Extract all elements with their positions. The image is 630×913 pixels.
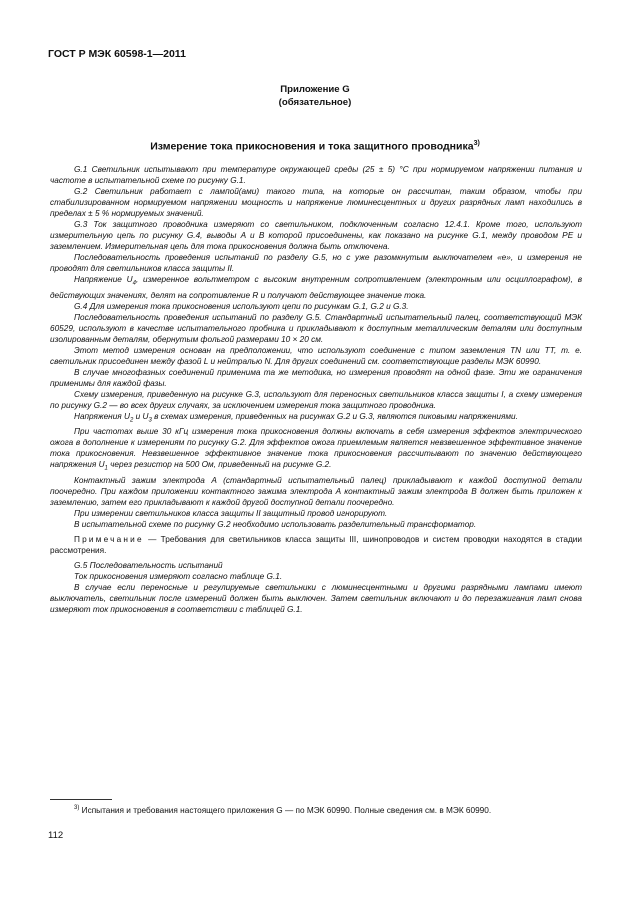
paragraph: Контактный зажим электрода A (стандартный испытательный палец) прикладывают к каждой доступной детали поочередно. При каждом приложении контактного зажима электрода A контактный зажим электрода B должен быть приложен к заземлению, затем его прикладывают к каждой другой доступной детали поочередно. (50, 475, 582, 507)
annex-status: (обязательное) (278, 97, 352, 108)
paragraph-g1: G.1 Светильник испытывают при температуре окружающей среды (25 ± 5) °С при нормируемом напряжении питания и частоте в испытательной схеме по рисунку G.1. (50, 165, 582, 185)
page-number: 112 (48, 830, 64, 841)
note-text: — Требования для светильников класса защиты III, шинопроводов и систем проводки находятся в стадии рассмотрения. (50, 534, 582, 555)
footnote-divider (50, 799, 112, 800)
paragraph-g3: G.3 Ток защитного проводника измеряют со светильником, подключенным согласно 12.4.1. Кроме того, используют измерительную цепь по рисунку G.4, выводы A и B которой присоединены, как показано на рисунке G.1, между проводом PE и заземлением. Измерительная цепь для тока прикосновения должна быть отключена. (50, 220, 582, 251)
paragraph: Ток прикосновения измеряют согласно таблице G.1. (74, 571, 283, 581)
paragraph: При измерении светильников класса защиты II защитный провод игнорируют. (74, 508, 388, 518)
document-body (50, 164, 582, 615)
paragraph: Напряжения $U_2$ и $U_3$ в схемах измерения, приведенных на рисунках G.2 и G.3, являются пиковыми напряжениями. (74, 411, 518, 424)
section-title-text: Измерение тока прикосновения и тока защитного проводника (150, 140, 474, 153)
paragraph: Последовательность проведения испытаний по разделу G.5, но с уже разомкнутым выключателем «e», и измерения не проводят для светильников класса защиты II. (50, 253, 582, 273)
title-footnote-mark: 3) (473, 140, 480, 147)
note (50, 534, 582, 556)
paragraph-g5: G.5 Последовательность испытаний (74, 560, 223, 570)
footnote-text: Испытания и требования настоящего приложения G — по МЭК 60990. Полные сведения см. в МЭК 60990. (81, 805, 492, 815)
paragraph-g2: G.2 Светильник работает с лампой(ами) такого типа, на которые он рассчитан, таким образом, чтобы при стабилизированном нормируемом напряжении мощность и напряжение люминесцентных и других разрядных ламп находились в пределах ± 5 % нормируемых значений. (50, 187, 582, 218)
paragraph: В испытательной схеме по рисунку G.2 необходимо использовать разделительный трансформатор. (74, 519, 477, 529)
annex-name: Приложение G (280, 84, 350, 95)
note-label: Примечание (74, 534, 144, 544)
footnote-mark: 3) (74, 805, 80, 811)
paragraph: В случае многофазных соединений применима та же методика, но измерения проводят на одной фазе. Эти же ограничения применимы для каждой фазы. (50, 367, 582, 388)
paragraph: При частотах выше 30 кГц измерения тока прикосновения должны включать в себя измерения эффектов электрического ожога в дополнение к измерениям по рисунку G.2. Для эффектов ожога приемлемым является невзвешенное эффективное значение тока прикосновения. Невзвешенное эффективное значение тока прикосновения рассчитывают по значению действующего напряжения $U_1$ через резистор на 500 Ом, приведенный на рисунке G.2. (50, 427, 582, 472)
paragraph-g4: G.4 Для измерения тока прикосновения используют цепи по рисункам G.1, G.2 и G.3. (74, 301, 409, 311)
paragraph: Этот метод измерения основан на предположении, что используют соединение с типом заземления TN или TT, т. е. светильник присоединен между фазой L и нейтралью N. Для других соединений см. соответствующие разделы МЭК 60990. (50, 345, 582, 366)
paragraph: Напряжение $U_4$, измеренное вольтметром с высоким внутренним сопротивлением (электронным или осциллографом), в действующих значениях, делят на сопротивление R и получают действующее значение тока. (50, 275, 582, 300)
paragraph: Последовательность проведения испытаний по разделу G.5. Стандартный испытательный палец, соответствующий МЭК 60529, используют в качестве испытательного пробника и прикладывают к доступным металлическим деталям или доступным изолированным деталям, обернутым фольгой размерами 10 × 20 см. (50, 312, 582, 344)
paragraph: Схему измерения, приведенную на рисунке G.3, используют для переносных светильников класса защиты I, а схему измерения по рисунку G.2 — во всех других случаях, за исключением измерения тока защитного проводника. (50, 389, 582, 410)
document-header: ГОСТ Р МЭК 60598-1—2011 (48, 48, 186, 60)
section-title (0, 140, 630, 153)
footnote (74, 805, 584, 815)
paragraph: В случае если переносные и регулируемые светильники с люминесцентными и другими разрядными лампами имеют выключатель, светильник после измерений должен быть выключен. Затем светильник включают и до перезажигания ламп снова измеряют ток прикосновения в соответствии с таблицей G.1. (50, 582, 582, 614)
